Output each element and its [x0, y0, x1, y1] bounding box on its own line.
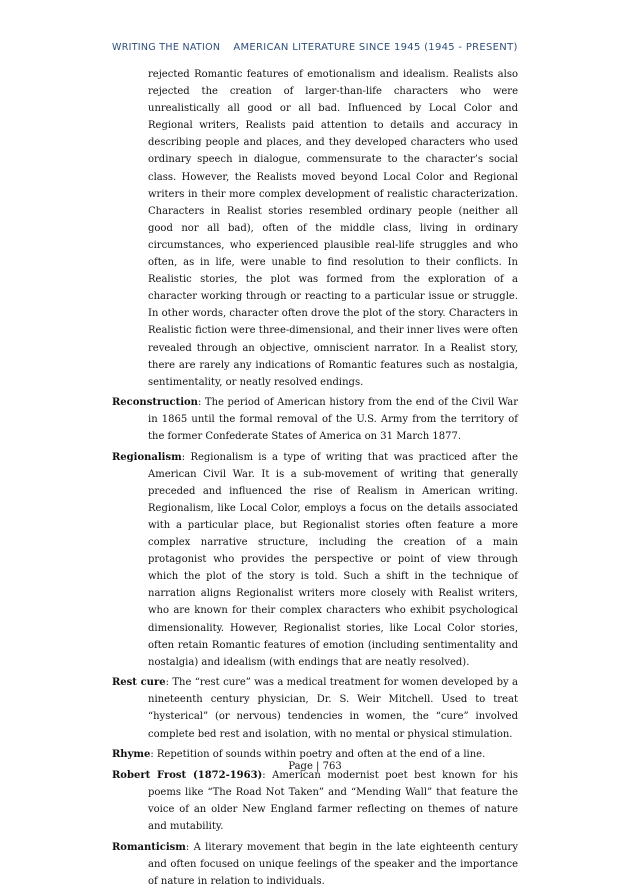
glossary-term: Reconstruction: [112, 396, 198, 408]
page-number: Page | 763: [288, 761, 342, 772]
glossary-term: Romanticism: [112, 841, 186, 853]
running-header: [112, 42, 530, 53]
glossary-term: Rhyme: [112, 749, 151, 761]
glossary-term: Regionalism: [112, 451, 182, 463]
glossary-entry-reconstruction: [112, 394, 518, 445]
header-section-title: WRITING THE NATION: [112, 42, 221, 53]
glossary-definition: : The “rest cure” was a medical treatment for women developed by a nineteenth century physician, Dr. S. Weir Mitchell. Used to treat “hysterical” (or nervous) tendencies in women, the “cure” involved complete bed rest and isolation, with no mental or physical stimulation.: [148, 677, 518, 740]
realism-definition-continued: rejected Romantic features of emotionalism and idealism. Realists also rejected the creation of larger-than-life characters who were unrealistically all good or all bad. Influenced by Local Color and Regional writers, Realists paid attention to details and accuracy in describing people and places, and they developed characters who used ordinary speech in dialogue, commensurate to the character’s social class. However, the Realists moved beyond Local Color and Regional writers in their more complex development of realistic characterization. Characters in Realist stories resembled ordinary people (neither all good nor all bad), often of the middle class, living in ordinary circumstances, who experienced plausible real-life struggles and who often, as in life, were unable to find resolution to their conflicts. In Realistic stories, the plot was formed from the exploration of a character working through or reacting to a particular issue or struggle. In other words, character often drove the plot of the story. Characters in Realistic fiction were three-dimensional, and their inner lives were often revealed through an objective, omniscient narrator. In a Realist story, there are rarely any indications of Romantic features such as nostalgia, sentimentality, or neatly resolved endings.: [148, 69, 518, 388]
glossary-definition: : Repetition of sounds within poetry and often at the end of a line.: [150, 749, 486, 761]
glossary-term: Rest cure: [112, 677, 166, 689]
glossary-entry-regionalism: [112, 449, 518, 671]
glossary-definition: : The period of American history from the end of the Civil War in 1865 until the formal removal of the U.S. Army from the territory of the former Confederate States of America on 31 March 1877.: [148, 396, 518, 442]
header-book-title: AMERICAN LITERATURE SINCE 1945 (1945 - PRESENT): [233, 42, 518, 53]
glossary-entry-romanticism: [112, 839, 518, 890]
glossary-definition: : American modernist poet best known for his poems like “The Road Not Taken” and “Mending Wall” that feature the voice of an older New England farmer reflecting on themes of nature and mutability.: [148, 769, 518, 833]
glossary-definition: : A literary movement that begin in the late eighteenth century and often focused on unique feelings of the speaker and the importance of nature in relation to individuals.: [148, 841, 518, 887]
glossary-entry-robert-frost: [112, 767, 518, 835]
glossary-term: Robert Frost (1872-1963): [112, 769, 263, 781]
glossary-entry-rest-cure: [112, 674, 518, 742]
glossary-definition: : Regionalism is a type of writing that was practiced after the American Civil War. It is a sub-movement of writing that generally preceded and influenced the rise of Realism in American writing. Regionalism, like Local Color, employs a focus on the details associated with a particular place, but Regionalist stories often feature a more complex narrative structure, including the creation of a main protagonist who provides the perspective or point of view through which the plot of the story is told. Such a shift in the technique of narration aligns Regionalist writers more closely with Realist writers, who are known for their complex characters who exhibit psychological dimensionality. However, Regionalist stories, like Local Color stories, often retain Romantic features of emotion (including sentimentality and nostalgia) and idealism (with endings that are neatly resolved).: [148, 451, 518, 668]
